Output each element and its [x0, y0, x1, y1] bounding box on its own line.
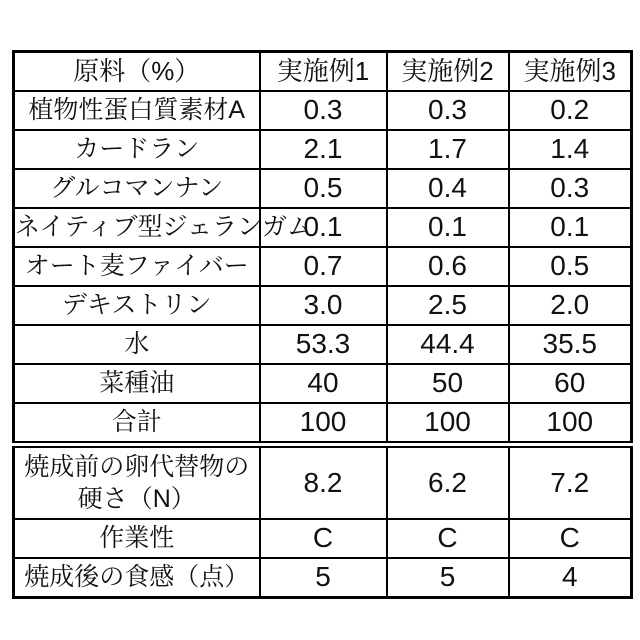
row-label: 焼成前の卵代替物の 硬さ（N）: [14, 445, 260, 520]
table-row: [14, 364, 632, 403]
table-row: [14, 91, 632, 130]
row-label: ネイティブ型ジェランガム: [14, 208, 260, 247]
value-cell: 0.5: [509, 247, 632, 286]
row-label: カードラン: [14, 130, 260, 169]
value-cell: 0.7: [260, 247, 387, 286]
value-cell: C: [260, 519, 387, 558]
value-cell: 4: [509, 558, 632, 598]
table-row: [14, 169, 632, 208]
row-label: 植物性蛋白質素材A: [14, 91, 260, 130]
row-label: 菜種油: [14, 364, 260, 403]
value-cell: 0.1: [260, 208, 387, 247]
value-cell: 0.3: [387, 91, 509, 130]
value-cell: 7.2: [509, 445, 632, 520]
column-header-ingredient: 原料（%）: [14, 52, 260, 92]
value-cell: 8.2: [260, 445, 387, 520]
value-cell: 100: [387, 403, 509, 445]
row-label: 焼成後の食感（点）: [14, 558, 260, 598]
value-cell: 2.0: [509, 286, 632, 325]
row-label: 作業性: [14, 519, 260, 558]
value-cell: C: [387, 519, 509, 558]
row-label: 合計: [14, 403, 260, 445]
table-row: [14, 208, 632, 247]
row-label: グルコマンナン: [14, 169, 260, 208]
value-cell: C: [509, 519, 632, 558]
value-cell: 0.1: [387, 208, 509, 247]
row-label: オート麦ファイバー: [14, 247, 260, 286]
value-cell: 1.7: [387, 130, 509, 169]
value-cell: 0.3: [260, 91, 387, 130]
value-cell: 0.6: [387, 247, 509, 286]
table-row-workability: [14, 519, 632, 558]
table-row-total: [14, 403, 632, 445]
value-cell: 35.5: [509, 325, 632, 364]
table-row: [14, 130, 632, 169]
value-cell: 53.3: [260, 325, 387, 364]
value-cell: 1.4: [509, 130, 632, 169]
table-row: [14, 247, 632, 286]
table-row-hardness: [14, 445, 632, 520]
value-cell: 3.0: [260, 286, 387, 325]
table-row: [14, 286, 632, 325]
value-cell: 60: [509, 364, 632, 403]
value-cell: 0.3: [509, 169, 632, 208]
value-cell: 0.2: [509, 91, 632, 130]
column-header-example2: 実施例2: [387, 52, 509, 92]
value-cell: 100: [509, 403, 632, 445]
value-cell: 5: [387, 558, 509, 598]
value-cell: 2.5: [387, 286, 509, 325]
value-cell: 6.2: [387, 445, 509, 520]
formulation-table: [12, 50, 633, 599]
value-cell: 0.5: [260, 169, 387, 208]
header-row: [14, 52, 632, 92]
row-label: 水: [14, 325, 260, 364]
column-header-example1: 実施例1: [260, 52, 387, 92]
value-cell: 2.1: [260, 130, 387, 169]
value-cell: 100: [260, 403, 387, 445]
value-cell: 50: [387, 364, 509, 403]
value-cell: 40: [260, 364, 387, 403]
value-cell: 0.4: [387, 169, 509, 208]
value-cell: 5: [260, 558, 387, 598]
row-label: デキストリン: [14, 286, 260, 325]
table-row-texture: [14, 558, 632, 598]
table-row: [14, 325, 632, 364]
column-header-example3: 実施例3: [509, 52, 632, 92]
value-cell: 0.1: [509, 208, 632, 247]
value-cell: 44.4: [387, 325, 509, 364]
